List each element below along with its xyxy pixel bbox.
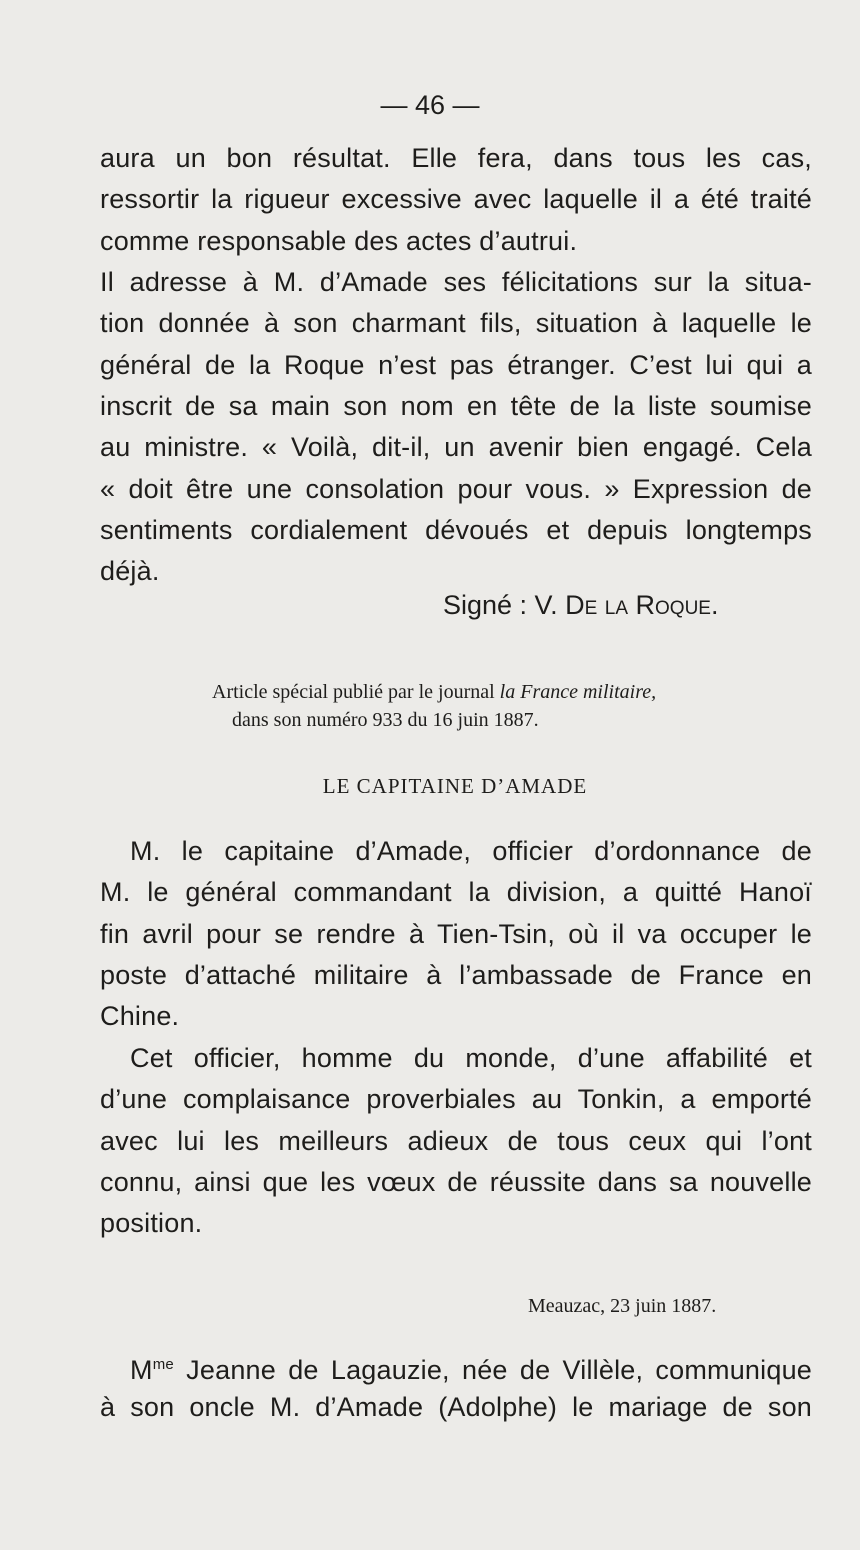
note-journal-title: la France militaire, xyxy=(499,681,657,703)
text-line: Chine. xyxy=(100,1001,180,1031)
page-number: — 46 — xyxy=(380,90,480,120)
text-line: d’une complaisance proverbiales au Tonkin, a emporté xyxy=(100,1084,812,1114)
text-line: à son oncle M. d’Amade (Adolphe) le mariage de son xyxy=(100,1392,812,1422)
text-line: ressortir la rigueur excessive avec laquelle il a été traité xyxy=(100,184,812,214)
text-line xyxy=(130,1348,812,1385)
section-heading: LE CAPITAINE D’AMADE xyxy=(322,774,588,798)
text-line: M. le général commandant la division, a quitté Hanoï xyxy=(100,877,812,907)
text-line: connu, ainsi que les vœux de réussite dans sa nouvelle xyxy=(100,1167,812,1197)
text-line: au ministre. « Voilà, dit-il, un avenir bien engagé. Cela xyxy=(100,432,812,462)
text-line: position. xyxy=(100,1208,203,1238)
text-line: avec lui les meilleurs adieux de tous ceux qui l’ont xyxy=(100,1126,812,1156)
text-line: Il adresse à M. d’Amade ses félicitations sur la situa- xyxy=(100,267,812,297)
text-line: fin avril pour se rendre à Tien-Tsin, où il va occuper le xyxy=(100,919,812,949)
text-line: déjà. xyxy=(100,556,160,586)
text-line-rest: Jeanne de Lagauzie, née de Villèle, communique xyxy=(173,1355,812,1385)
note-text: Article spécial publié par le journal xyxy=(212,681,500,703)
text-line: général de la Roque n’est pas étranger. C’est lui qui a xyxy=(100,350,812,380)
text-line: tion donnée à son charmant fils, situation à laquelle le xyxy=(100,308,812,338)
text-line: aura un bon résultat. Elle fera, dans tous les cas, xyxy=(100,143,812,173)
honorific: M xyxy=(130,1355,153,1385)
signature-prefix: Signé : V. xyxy=(443,590,566,620)
text-line: « doit être une consolation pour vous. » Expression de xyxy=(100,474,812,504)
text-line: comme responsable des actes d’autrui. xyxy=(100,226,578,256)
text-line: poste d’attaché militaire à l’ambassade de France en xyxy=(100,960,812,990)
text-line: M. le capitaine d’Amade, officier d’ordonnance de xyxy=(130,836,812,866)
signature-line xyxy=(443,588,718,622)
text-line: sentiments cordialement dévoués et depuis longtemps xyxy=(100,515,812,545)
article-note-line xyxy=(212,678,656,706)
text-line: Cet officier, homme du monde, d’une affabilité et xyxy=(130,1043,812,1073)
honorific-superscript: me xyxy=(152,1356,174,1373)
article-note-line: dans son numéro 933 du 16 juin 1887. xyxy=(232,709,539,731)
date-line: Meauzac, 23 juin 1887. xyxy=(528,1295,717,1317)
text-line: inscrit de sa main son nom en tête de la liste soumise xyxy=(100,391,812,421)
signature-name: De la Roque. xyxy=(565,590,719,620)
